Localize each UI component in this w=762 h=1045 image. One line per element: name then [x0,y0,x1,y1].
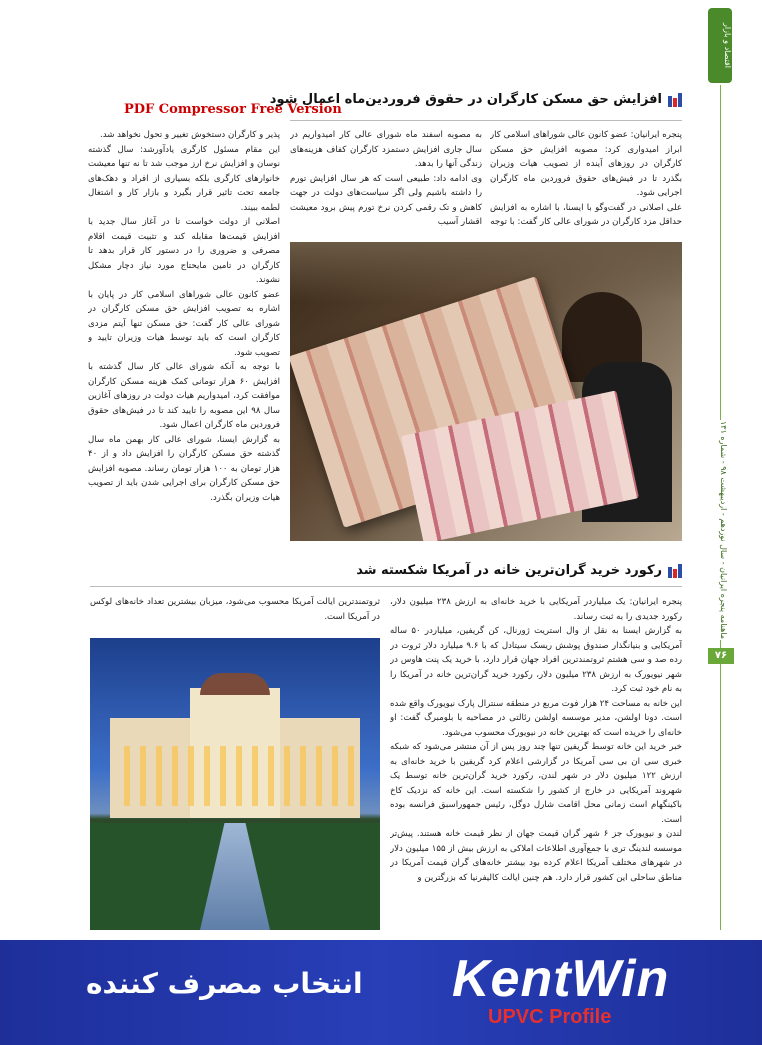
paragraph: این خانه به مساحت ۲۴ هزار فوت مربع در منطقه سنترال پارک نیویورک واقع شده است. دونا اولشن، مدیر موسسه اولشن رئالتی در مصاحبه با بلومبرگ گفت: او خانه‌ای را خریده است که بهترین خانه در نیویورک محسوب می‌شود. [390,698,682,738]
page-number: ۷۶ [708,648,734,664]
article1-col-middle [290,128,482,236]
article2-headline [356,563,682,578]
paragraph: این مقام مسئول کارگری یادآورشد: سال گذشته نوسان و افزایش نرخ ارز موجب شد تا نه تنها معیشت خانوارهای کارگری بلکه بسیاری از افراد و دهک‌های جامعه تحت تاثیر قرار بگیرد و بازار کار و اشتغال لطمه ببیند. [88,144,280,213]
article2-col-left [90,595,380,631]
paragraph: خبر خرید این خانه توسط گریفین تنها چند روز پس از آن منتشر می‌شود که شبکه خبری سی ان بی سی آمریکا در گزارشی اعلام کرد گریفین با خرید خانه‌ای به ارزش ۱۲۲ میلیون دلار در شهر لندن، رکورد خرید گران‌ترین خانه توسط یک شهروند آمریکایی در خارج از کشور را شکسته است. این خانه که نزدیک کاخ باکینگهام است زمانی محل اقامت شارل دوگل، رئیس جمهوراسبق فرانسه بوده است. [390,742,682,825]
watermark: PDF Compressor Free Version [124,102,342,117]
chart-bars-icon [668,564,682,578]
kentwin-ad-banner[interactable] [0,940,762,1045]
banknotes-photo [290,242,682,541]
issue-meta: ماهنامه پنجره ایرانیان - سال نوزدهم - اردیبهشت ۹۸ - شماره ۱۳۱ [714,420,728,640]
article1-col-right [490,128,682,236]
article2-col-right [390,595,682,933]
paragraph: وی ادامه داد: طبیعی است که هر سال افزایش تورم را داشته باشیم ولی اگر سیاست‌های دولت در جهت کاهش و تک رقمی کردن نرخ تورم پیش برود معیشت اقشار آسیب [290,173,482,227]
article1-title: افزایش حق مسکن کارگران در حقوق فروردین‌ماه اعمال شود [269,92,662,107]
ad-brand-logo: KentWin [452,950,670,1008]
paragraph: با توجه به آنکه شورای عالی کار سال گذشته با افزایش ۶۰ هزار تومانی کمک هزینه مسکن کارگران موافقت کرد، امیدواریم هیات دولت در روزهای آغازین سال ۹۸ این مصوبه را تایید کند تا در فیش‌های حقوق فروردین ماه کارگران اعمال شود. [88,362,280,430]
paragraph: به گزارش ایسنا، شورای عالی کار بهمن ماه سال گذشته حق مسکن کارگران را افزایش داد و از ۴۰ هزار تومان به ۱۰۰ هزار تومان رساند. مصوبه افزایش حق مسکن کارگران برای اجرایی شدن باید از تصویب هیات وزیران بگذرد. [88,434,280,503]
article2-title: رکورد خرید گران‌ترین خانه در آمریکا شکسته شد [356,563,662,578]
section-tab: اقتصاد و بازار [708,8,732,83]
paragraph: لندن و نیویورک جز ۶ شهر گران قیمت جهان از نظر قیمت خانه هستند. پیش‌تر موسسه لندینگ تری با جمع‌آوری اطلاعات املاکی به ارزش بیش از ۱۵۵ میلیون دلار در شهرهای مختلف آمریکا اعلام کرده بود بیشتر خانه‌های گران قیمت آمریکا در مناطق ساحلی این کشور قرار دارد. هم چنین ایالت کالیفرنیا که بزرگترین و [390,829,682,883]
divider [290,120,682,121]
paragraph: پنجره ایرانیان: عضو کانون عالی شوراهای اسلامی کار ابراز امیدواری کرد: مصوبه افزایش حق مسکن کارگران در روزهای آینده از تصویب هیات وزیران بگذرد تا در فیش‌های حقوق فروردین ماه کارگران اجرایی شود. [490,130,682,198]
paragraph: عضو کانون عالی شوراهای اسلامی کار در پایان با اشاره به تصویب افزایش حق مسکن کارگران در شورای عالی کار گفت: حق مسکن تنها آیتم مزدی کارگران است که باید توسط هیات وزیران تایید و تصویب شود. [88,289,280,358]
ad-tagline: انتخاب مصرف کننده [86,967,363,1000]
paragraph: به گزارش ایسنا به نقل از وال استریت ژورنال، کن گریفین، میلیاردر ۵۰ ساله آمریکایی و بنیانگذار صندوق پوشش ریسک سیتادل که با ۹.۶ میلیارد دلار ثروت در رده صد و سی هشتم ثروتمندترین افراد جهان قرار دارد، با خرید یک پنت هاوس در شهر نیویورک به ارزش ۲۳۸ میلیون دلار، رکورد خرید گران‌ترین خانه در آمریکا را به نام خود ثبت کرد. [390,626,682,694]
paragraph: اصلانی از دولت خواست تا در آغاز سال جدید با افزایش قیمت‌ها مقابله کند و تثبیت قیمت اقلام مصرفی و ضروری را در دستور کار قرار بدهد تا کارگران در تامین مایحتاج مورد نیاز دچار مشکل نشوند. [88,217,280,285]
paragraph: به مصوبه اسفند ماه شورای عالی کار امیدواریم در سال جاری افزایش دستمزد کارگران کفاف هزینه‌های زندگی آنها را بدهد. [290,130,482,169]
paragraph: پنجره ایرانیان: یک میلیاردر آمریکایی با خرید خانه‌ای به ارزش ۲۳۸ میلیون دلار، رکورد جدیدی را به ثبت رساند. [390,597,682,622]
chart-bars-icon [668,93,682,107]
paragraph: پذیر و کارگران دستخوش تغییر و تحول نخواهد شد. [99,130,280,140]
mansion-photo [90,638,380,930]
paragraph: ثروتمندترین ایالت آمریکا محسوب می‌شود، میزبان بیشترین تعداد خانه‌های لوکس در آمریکا است. [90,597,380,622]
ad-product: UPVC Profile [488,1006,612,1028]
article1-col-left [88,128,280,542]
paragraph: علی اصلانی در گفت‌وگو با ایسنا، با اشاره به افزایش حداقل مزد کارگران در شورای عالی کار گفت: با توجه [490,202,682,227]
divider [90,586,682,587]
